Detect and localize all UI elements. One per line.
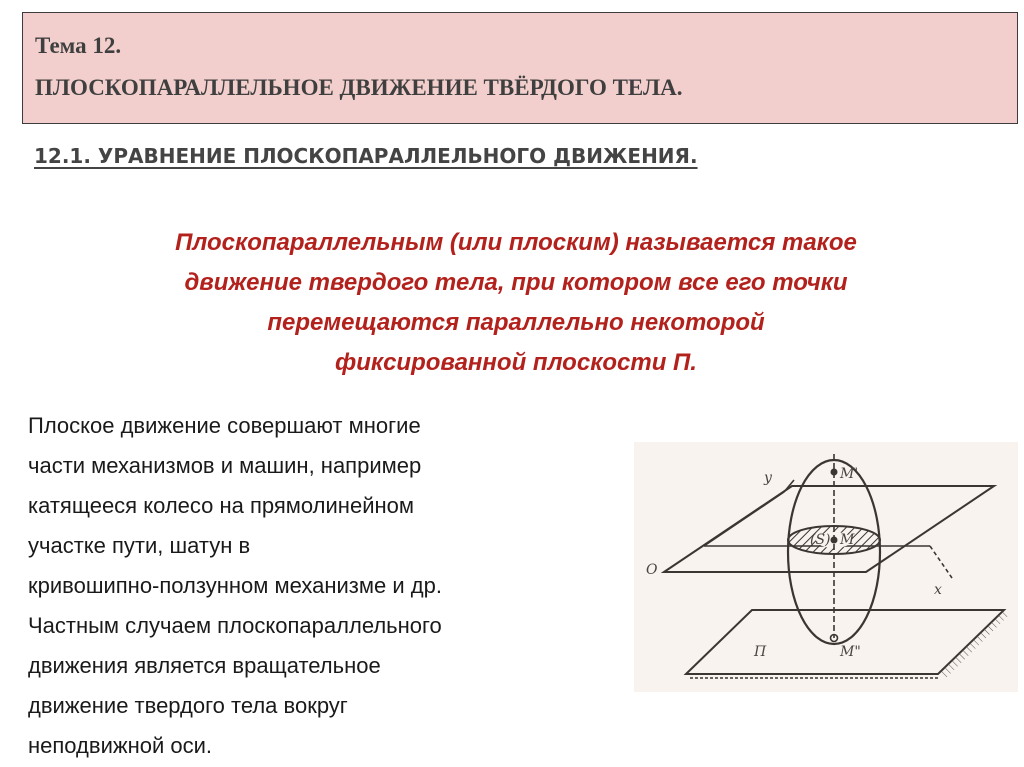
definition-line: движение твердого тела, при котором все его точки bbox=[184, 269, 848, 296]
body-line: катящееся колесо на прямолинейном bbox=[28, 493, 414, 518]
topic-header bbox=[22, 12, 1018, 124]
definition-line: Плоскопараллельным (или плоским) называется такое bbox=[175, 229, 857, 256]
label-m: M bbox=[840, 532, 855, 548]
label-y: у bbox=[764, 470, 773, 486]
body-paragraph bbox=[28, 406, 633, 766]
body-line: Частным случаем плоскопараллельного bbox=[28, 613, 442, 638]
body-line: движение твердого тела вокруг bbox=[28, 693, 348, 718]
topic-number: Тема 12. bbox=[35, 33, 122, 58]
label-m-prime: M' bbox=[840, 466, 859, 482]
body-line: кривошипно-ползунном механизме и др. bbox=[28, 573, 442, 598]
body-line: неподвижной оси. bbox=[28, 733, 213, 758]
definition-line: фиксированной плоскости П. bbox=[335, 349, 697, 376]
label-x: x bbox=[934, 582, 942, 598]
plane-motion-diagram bbox=[634, 442, 1018, 692]
definition-text bbox=[26, 223, 1006, 383]
label-m-double-prime: M" bbox=[840, 644, 861, 660]
section-heading: 12.1. УРАВНЕНИЕ ПЛОСКОПАРАЛЛЕЛЬНОГО ДВИЖЕНИЯ. bbox=[34, 144, 698, 168]
topic-title: ПЛОСКОПАРАЛЛЕЛЬНОЕ ДВИЖЕНИЕ ТВЁРДОГО ТЕЛА. bbox=[35, 75, 683, 100]
label-p: П bbox=[754, 644, 767, 660]
point-m-prime bbox=[831, 469, 838, 476]
y-axis bbox=[704, 492, 784, 546]
label-s: (S) bbox=[810, 532, 831, 548]
body-line: части механизмов и машин, например bbox=[28, 453, 422, 478]
body-line: движения является вращательное bbox=[28, 653, 381, 678]
plane-motion-figure bbox=[634, 442, 1018, 692]
body-line: участке пути, шатун в bbox=[28, 533, 251, 558]
label-o: О bbox=[646, 562, 658, 578]
body-line: Плоское движение совершают многие bbox=[28, 413, 421, 438]
point-m bbox=[831, 537, 838, 544]
definition-line: перемещаются параллельно некоторой bbox=[267, 309, 765, 336]
